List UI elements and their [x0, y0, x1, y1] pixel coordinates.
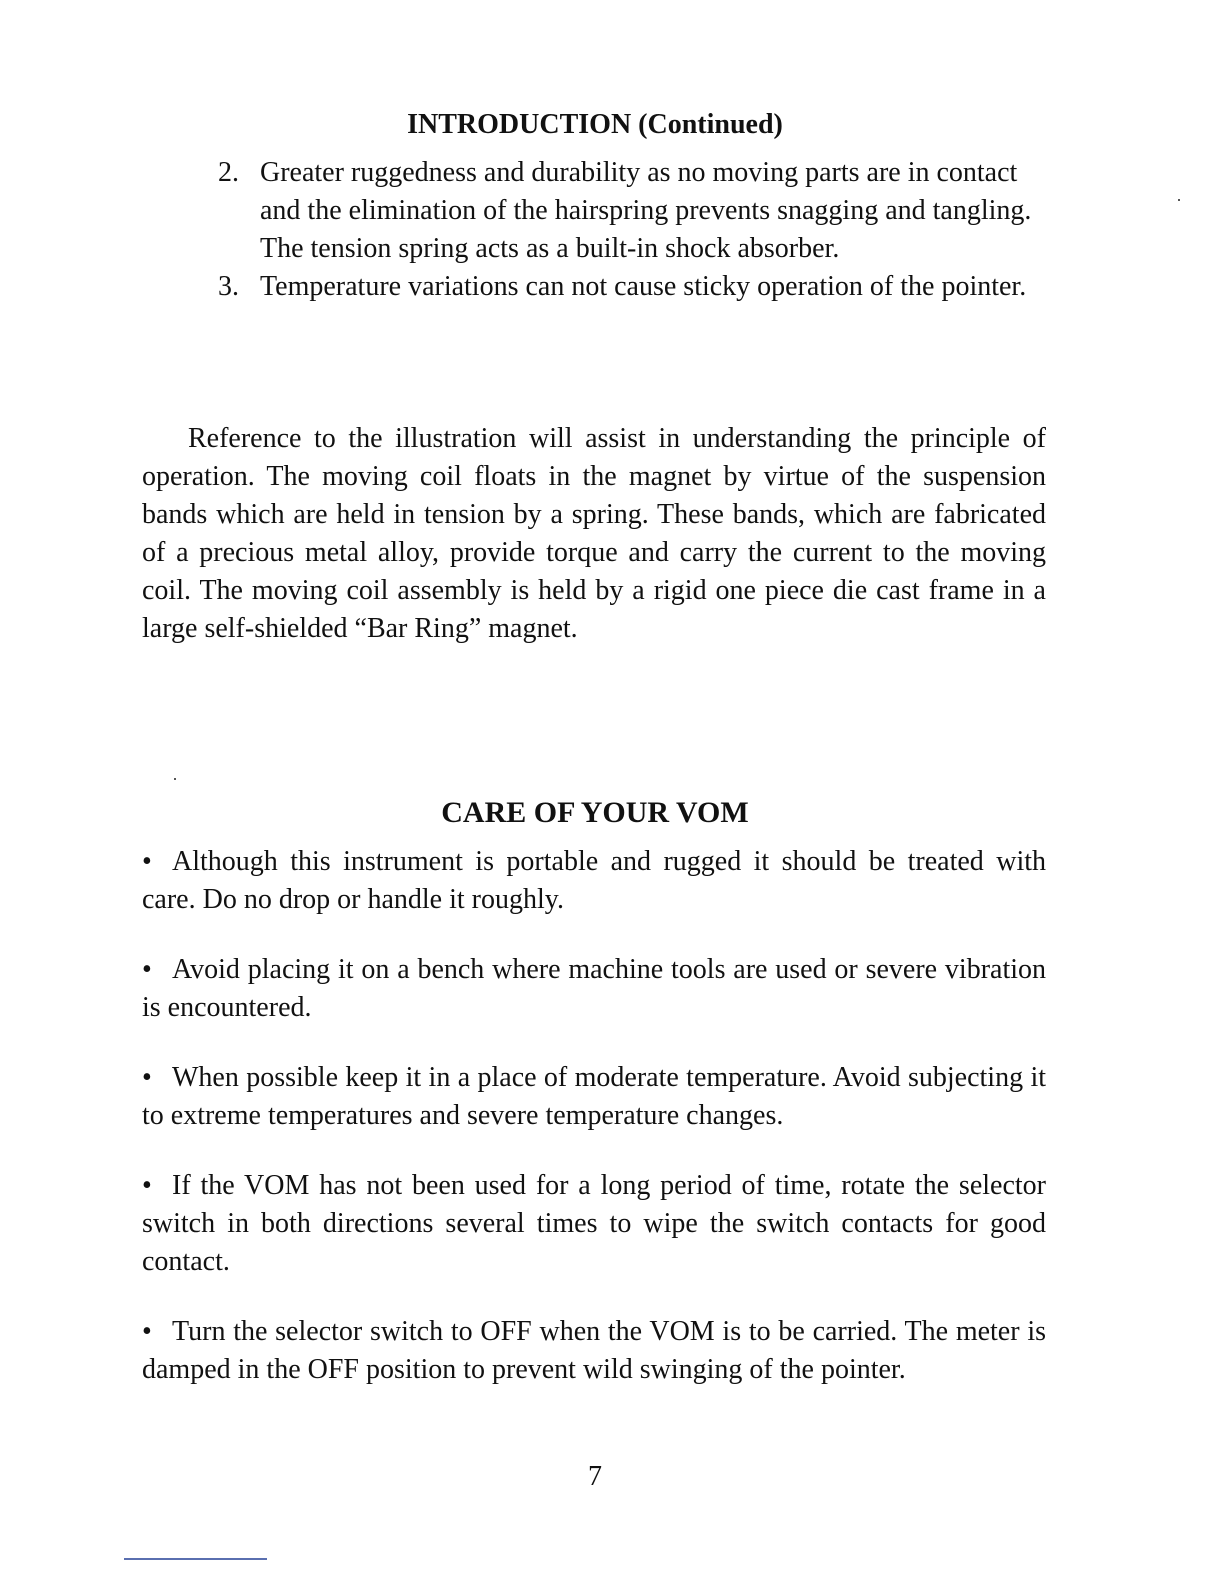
bullet-icon: •	[142, 846, 152, 877]
list-item	[142, 1313, 1046, 1389]
list-item-text: Temperature variations can not cause sticky operation of the pointer.	[260, 271, 1027, 302]
list-item	[142, 951, 1046, 1027]
care-bullet-list	[142, 843, 1046, 1421]
list-item	[142, 1167, 1046, 1281]
bullet-icon: •	[142, 1062, 152, 1093]
list-item	[218, 268, 1048, 306]
list-item-text: Turn the selector switch to OFF when the VOM is to be carried. The meter is damped in the OFF position to prevent wild swinging of the pointer.	[142, 1316, 1046, 1385]
scan-speck	[1178, 199, 1180, 201]
introduction-numbered-list	[218, 154, 1048, 306]
footer-rule	[124, 1558, 267, 1560]
care-heading: CARE OF YOUR VOM	[441, 796, 749, 829]
list-item-text: When possible keep it in a place of moderate temperature. Avoid subjecting it to extreme temperatures and severe temperature changes.	[142, 1062, 1046, 1131]
list-item	[142, 843, 1046, 919]
list-item-text: Avoid placing it on a bench where machine tools are used or severe vibration is encountered.	[142, 954, 1046, 1023]
list-item-text: Although this instrument is portable and rugged it should be treated with care. Do no drop or handle it roughly.	[142, 846, 1046, 915]
page-number: 7	[588, 1461, 602, 1492]
list-item	[218, 154, 1048, 268]
list-item-text: If the VOM has not been used for a long period of time, rotate the selector switch in both directions several times to wipe the switch contacts for good contact.	[142, 1170, 1046, 1277]
list-item-number: 2.	[218, 157, 239, 188]
principle-of-operation-paragraph: Reference to the illustration will assist in understanding the principle of operation. The moving coil floats in the magnet by virtue of the suspension bands which are held in tension by a spring. These bands, which are fabricated of a precious metal alloy, provide torque and carry the current to the moving coil. The moving coil assembly is held by a rigid one piece die cast frame in a large self-shielded “Bar Ring” magnet.	[142, 423, 1046, 644]
introduction-heading: INTRODUCTION (Continued)	[407, 109, 783, 140]
list-item-number: 3.	[218, 271, 239, 302]
bullet-icon: •	[142, 1170, 152, 1201]
bullet-icon: •	[142, 954, 152, 985]
bullet-icon: •	[142, 1316, 152, 1347]
scan-speck	[174, 778, 176, 780]
list-item-text: Greater ruggedness and durability as no moving parts are in contact and the elimination of the hairspring prevents snagging and tangling. The tension spring acts as a built-in shock absorber.	[260, 157, 1032, 264]
list-item	[142, 1059, 1046, 1135]
